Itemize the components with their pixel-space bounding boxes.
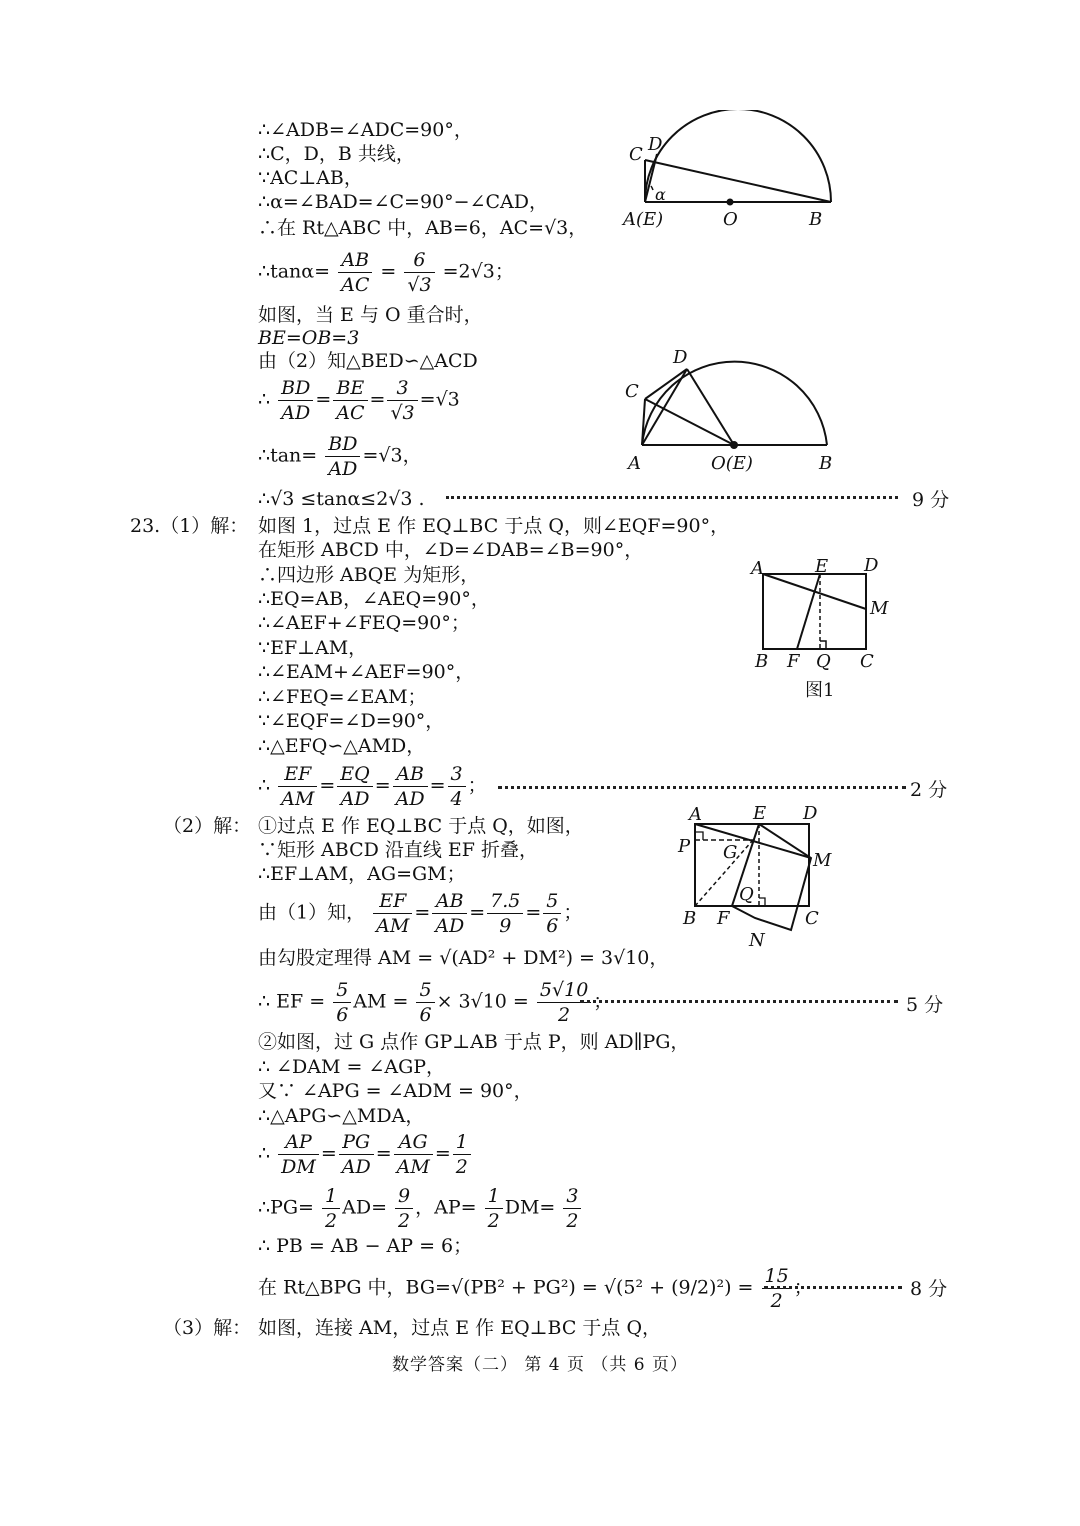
q23-line-10: ∴△EFQ∽△AMD， bbox=[258, 735, 426, 757]
label-o-e: O(E) bbox=[711, 453, 753, 474]
q23-line-9: ∵∠EQF=∠D=90°， bbox=[258, 710, 445, 732]
fraction: $\frac{5}{6}$ bbox=[543, 889, 561, 938]
figure-semicircle-a bbox=[615, 110, 845, 235]
figure-caption: 图1 bbox=[805, 680, 835, 701]
score-2: 2 分 bbox=[910, 779, 948, 801]
q3-label: （3）解： bbox=[163, 1317, 252, 1339]
line-5: ∴在 Rt△ABC 中，AB=6，AC=√3， bbox=[258, 217, 588, 239]
q2-line-5: 由勾股定理得 AM = √(AD² + DM²) = 3√10， bbox=[258, 947, 669, 969]
fraction: $\frac{3}{√3}$ bbox=[387, 376, 417, 425]
score-leader-dots bbox=[446, 496, 898, 499]
label-b: B bbox=[809, 209, 823, 230]
label-d: D bbox=[864, 555, 879, 576]
q23-line-2: 在矩形 ABCD 中，∠D=∠DAB=∠B=90°， bbox=[258, 539, 644, 561]
line-7: 如图，当 E 与 O 重合时， bbox=[258, 304, 483, 326]
label-o: O bbox=[723, 209, 738, 230]
q2-label: （2）解： bbox=[163, 815, 252, 837]
q23-line-4: ∴EQ=AB，∠AEQ=90°， bbox=[258, 588, 490, 610]
q23-line-8: ∴∠FEQ=∠EAM； bbox=[258, 686, 427, 708]
q23-line-7: ∴∠EAM+∠AEF=90°， bbox=[258, 661, 475, 683]
figure-1-rectangle bbox=[745, 552, 895, 702]
fraction: $\frac{5}{6}$ bbox=[333, 978, 351, 1027]
fraction: $\frac{9}{2}$ bbox=[395, 1184, 413, 1233]
label-a: A bbox=[751, 558, 764, 579]
line-8: BE=OB=3 bbox=[258, 327, 360, 349]
line-6: ∴tanα= $\frac{AB}{AC}$ = $\frac{6}{√3}$ =2√3； bbox=[258, 249, 514, 296]
line-9: 由（2）知△BED∽△ACD bbox=[258, 350, 478, 372]
fraction: $\frac{7.5}{9}$ bbox=[487, 889, 523, 938]
fraction: $\frac{3}{2}$ bbox=[563, 1184, 581, 1233]
q2-line-11: ∴ $\frac{AP}{DM}$ = $\frac{PG}{AD}$ = $\frac{AG}{AM}$ = $\frac{1}{2}$ bbox=[258, 1130, 473, 1179]
fraction: $\frac{EF}{AM}$ bbox=[278, 762, 317, 811]
label-a: A bbox=[628, 453, 641, 474]
fraction: $\frac{PG}{AD}$ bbox=[339, 1130, 374, 1179]
q3-line-1: 如图，连接 AM，过点 E 作 EQ⊥BC 于点 Q， bbox=[258, 1317, 662, 1339]
fraction: $\frac{AB}{AD}$ bbox=[432, 889, 467, 938]
line-12: ∴√3 ≤tanα≤2√3 . bbox=[258, 488, 425, 510]
label-c: C bbox=[860, 651, 874, 672]
label-m: M bbox=[813, 850, 832, 871]
q2-line-6: ∴ EF = $\frac{5}{6}$ AM = $\frac{5}{6}$ × 3√10 = $\frac{5√10}{2}$ ； bbox=[258, 979, 613, 1026]
fraction: $\frac{AB}{AC}$ bbox=[338, 248, 372, 297]
label-d: D bbox=[673, 347, 688, 368]
label-b: B bbox=[683, 908, 697, 929]
fraction: $\frac{AG}{AM}$ bbox=[394, 1130, 433, 1179]
fraction: $\frac{3}{4}$ bbox=[448, 762, 466, 811]
fraction: $\frac{BE}{AC}$ bbox=[333, 376, 367, 425]
q23-line-5: ∴∠AEF+∠FEQ=90°； bbox=[258, 612, 470, 634]
q23-line-1: 如图 1，过点 E 作 EQ⊥BC 于点 Q，则∠EQF=90°， bbox=[258, 515, 730, 537]
label-d: D bbox=[803, 803, 818, 824]
q2-line-12: ∴PG= $\frac{1}{2}$ AD= $\frac{9}{2}$ ，AP= $\frac{1}{2}$ DM= $\frac{3}{2}$ bbox=[258, 1184, 583, 1233]
fraction: $\frac{5√10}{2}$ bbox=[537, 978, 591, 1027]
score-leader-dots bbox=[764, 1286, 902, 1289]
q23-line-11: ∴ $\frac{EF}{AM}$ = $\frac{EQ}{AD}$ = $\frac{AB}{AD}$ = $\frac{3}{4}$ ； bbox=[258, 763, 487, 810]
q23-line-3: ∴四边形 ABQE 为矩形， bbox=[258, 564, 480, 586]
q2-line-1: ①过点 E 作 EQ⊥BC 于点 Q，如图， bbox=[258, 815, 584, 837]
fraction: $\frac{BD}{AD}$ bbox=[325, 432, 360, 481]
label-c: C bbox=[629, 144, 643, 165]
label-e: E bbox=[815, 556, 829, 577]
fraction: $\frac{EF}{AM}$ bbox=[373, 889, 412, 938]
fraction: $\frac{AB}{AD}$ bbox=[393, 762, 428, 811]
fraction: $\frac{AP}{DM}$ bbox=[278, 1130, 319, 1179]
fraction: $\frac{5}{6}$ bbox=[416, 978, 434, 1027]
q2-line-10: ∴△APG∽△MDA， bbox=[258, 1105, 425, 1127]
label-b: B bbox=[755, 651, 769, 672]
line-3: ∵AC⊥AB， bbox=[258, 167, 363, 189]
label-p: P bbox=[678, 836, 691, 857]
q2-line-8: ∴ ∠DAM = ∠AGP， bbox=[258, 1056, 446, 1078]
q2-line-13: ∴ PB = AB − AP = 6； bbox=[258, 1235, 473, 1257]
line-2: ∴C，D，B 共线， bbox=[258, 143, 415, 165]
score-leader-dots bbox=[498, 786, 906, 789]
q2-line-7: ②如图，过 G 点作 GP⊥AB 于点 P，则 AD∥PG， bbox=[258, 1031, 690, 1053]
fraction: $\frac{15}{2}$ bbox=[762, 1264, 792, 1313]
label-alpha: α bbox=[655, 185, 666, 204]
q2-line-4: 由（1）知， $\frac{EF}{AM}$ = $\frac{AB}{AD}$ = $\frac{7.5}{9}$ = $\frac{5}{6}$ ； bbox=[258, 890, 583, 937]
line-1: ∴∠ADB=∠ADC=90°， bbox=[258, 119, 473, 141]
page-footer: 数学答案（二） 第 4 页 （共 6 页） bbox=[391, 1355, 689, 1375]
label-e: E bbox=[753, 803, 767, 824]
line-6-pre: ∴tanα= bbox=[258, 260, 331, 283]
q2-line-9: 又∵ ∠APG = ∠ADM = 90°， bbox=[258, 1080, 533, 1102]
label-b: B bbox=[819, 453, 833, 474]
score-9: 9 分 bbox=[912, 489, 950, 511]
label-d: D bbox=[648, 134, 663, 155]
figure-2-folded-rectangle bbox=[675, 800, 845, 950]
score-leader-dots bbox=[580, 1000, 898, 1003]
line-11: ∴tan= $\frac{BD}{AD}$ =√3， bbox=[258, 433, 422, 480]
label-a: A bbox=[689, 804, 702, 825]
line-10: ∴ $\frac{BD}{AD}$ = $\frac{BE}{AC}$ = $\frac{3}{√3}$ =√3 bbox=[258, 377, 460, 424]
q23-label: 23.（1）解： bbox=[130, 515, 249, 537]
q2-line-3: ∴EF⊥AM，AG=GM； bbox=[258, 863, 466, 885]
fraction: $\frac{BD}{AD}$ bbox=[278, 376, 313, 425]
fraction: $\frac{EQ}{AD}$ bbox=[337, 762, 372, 811]
fraction: $\frac{1}{2}$ bbox=[322, 1184, 340, 1233]
label-g: G bbox=[723, 842, 738, 863]
label-m: M bbox=[870, 598, 889, 619]
label-n: N bbox=[749, 930, 765, 950]
label-q: Q bbox=[816, 651, 831, 672]
q2-line-14: 在 Rt△BPG 中，BG=√(PB² + PG²) = √(5² + (9/2)²) = $\frac{15}{2}$ ； bbox=[258, 1265, 813, 1312]
label-f: F bbox=[787, 651, 800, 672]
label-q: Q bbox=[739, 884, 754, 905]
fraction: $\frac{1}{2}$ bbox=[485, 1184, 503, 1233]
q2-line-2: ∵矩形 ABCD 沿直线 EF 折叠， bbox=[258, 839, 539, 861]
q23-line-6: ∵EF⊥AM， bbox=[258, 637, 368, 659]
figure-semicircle-b bbox=[615, 343, 845, 478]
line-4: ∴α=∠BAD=∠C=90°−∠CAD， bbox=[258, 191, 548, 213]
score-5: 5 分 bbox=[906, 994, 944, 1016]
label-a-e: A(E) bbox=[623, 209, 664, 230]
label-f: F bbox=[717, 908, 730, 929]
label-c: C bbox=[625, 381, 639, 402]
score-8: 8 分 bbox=[910, 1278, 948, 1300]
fraction: $\frac{1}{2}$ bbox=[453, 1130, 471, 1179]
fraction: $\frac{6}{√3}$ bbox=[404, 248, 434, 297]
label-c: C bbox=[805, 908, 819, 929]
